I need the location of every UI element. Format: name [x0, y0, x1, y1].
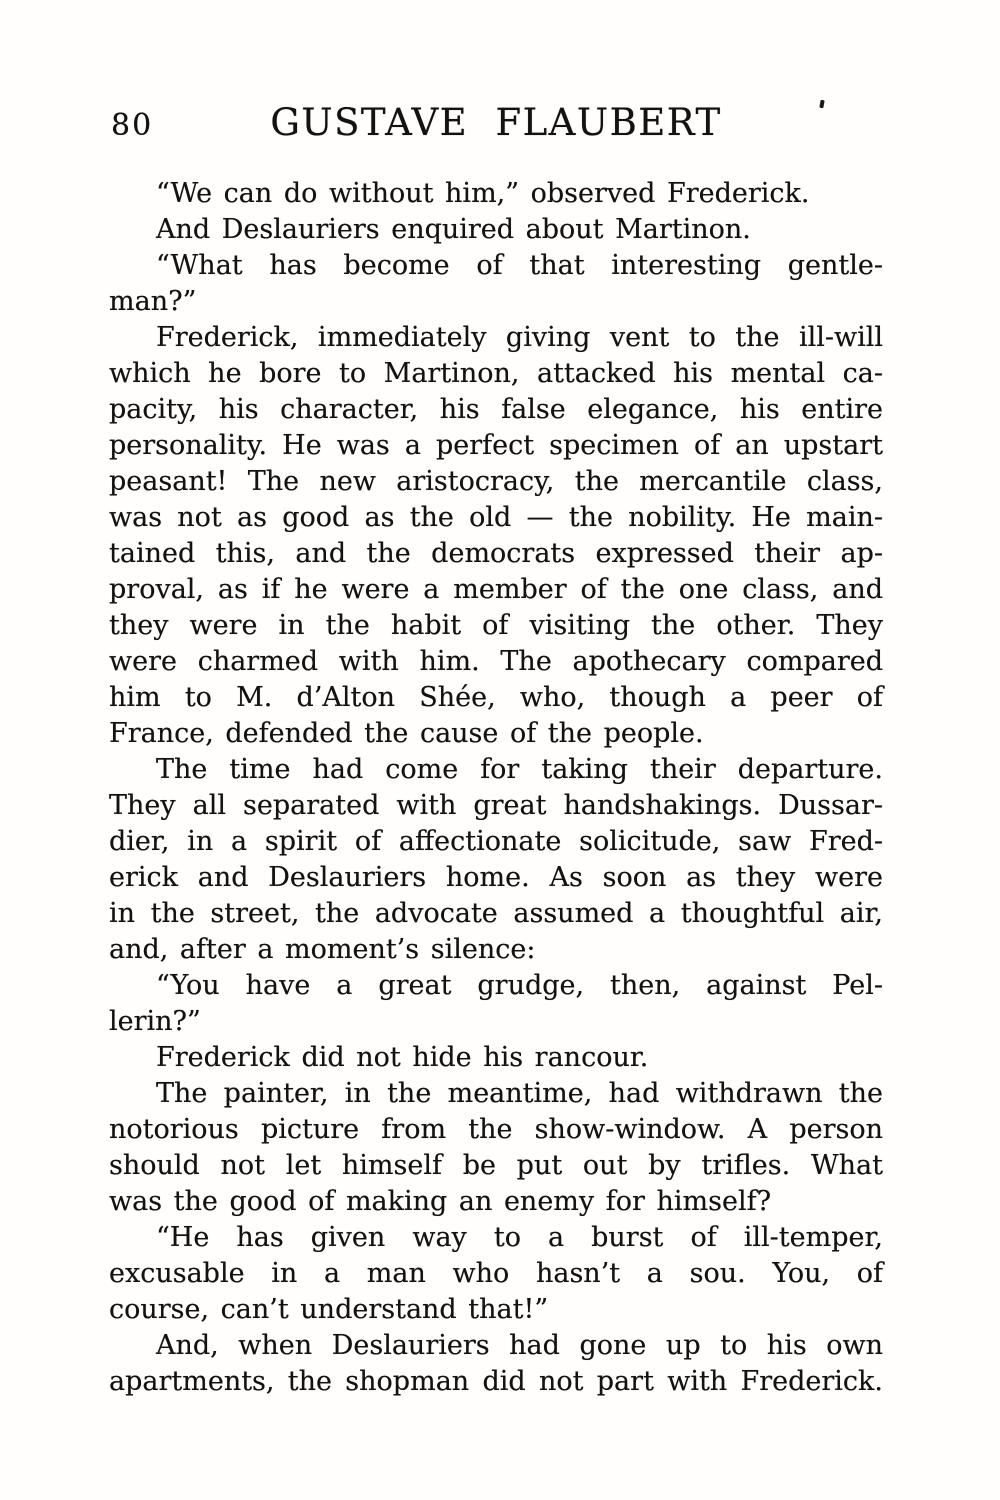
- text-line: The painter, in the meantime, had withdrawn the: [156, 1078, 883, 1109]
- text-line: France, defended the cause of the people.: [109, 718, 704, 749]
- text-line: notorious picture from the show-window. A person: [109, 1114, 883, 1145]
- text-line: and, after a moment’s silence:: [109, 934, 536, 965]
- text-line: pacity, his character, his false elegance, his entire: [109, 394, 883, 425]
- text-line: course, can’t understand that!”: [109, 1294, 549, 1325]
- text-line: Frederick did not hide his rancour.: [156, 1042, 649, 1073]
- text-line: dier, in a spirit of affectionate solicitude, saw Fred-: [109, 826, 883, 857]
- text-line: And Deslauriers enquired about Martinon.: [156, 214, 751, 245]
- text-line: Frederick, immediately giving vent to the ill-will: [156, 322, 883, 353]
- text-line: tained this, and the democrats expressed their ap-: [109, 538, 883, 569]
- text-line: personality. He was a perfect specimen of an upstart: [109, 430, 883, 461]
- text-line: was the good of making an enemy for himself?: [109, 1186, 772, 1217]
- paragraph: [109, 752, 883, 968]
- paragraph: [109, 248, 883, 320]
- text-line: peasant! The new aristocracy, the mercantile class,: [109, 466, 883, 497]
- paragraph: [109, 320, 883, 752]
- paragraph: [109, 212, 883, 248]
- page-number: 80: [111, 108, 154, 143]
- paragraph: [109, 1076, 883, 1220]
- text-line: “He has given way to a burst of ill-temper,: [156, 1222, 883, 1253]
- paragraph: [109, 968, 883, 1040]
- text-line: erick and Deslauriers home. As soon as they were: [109, 862, 883, 893]
- page-text: [109, 176, 883, 1400]
- text-line: were charmed with him. The apothecary compared: [109, 646, 883, 677]
- paragraph: [109, 1220, 883, 1328]
- paragraph: [109, 176, 883, 212]
- text-line: excusable in a man who hasn’t a sou. You, of: [109, 1258, 883, 1289]
- text-line: “You have a great grudge, then, against Pel-: [156, 970, 883, 1001]
- text-line: him to M. d’Alton Shée, who, though a peer of: [109, 682, 883, 713]
- text-line: apartments, the shopman did not part with Frederick.: [109, 1366, 883, 1397]
- running-title: GUSTAVE FLAUBERT: [270, 101, 722, 144]
- text-line: man?”: [109, 286, 197, 317]
- text-line: And, when Deslauriers had gone up to his own: [156, 1330, 883, 1361]
- text-line: was not as good as the old — the nobility. He main-: [109, 502, 883, 533]
- text-line: The time had come for taking their departure.: [156, 754, 883, 785]
- paragraph: [109, 1328, 883, 1400]
- text-line: should not let himself be put out by trifles. What: [109, 1150, 883, 1181]
- text-line: They all separated with great handshakings. Dussar-: [109, 790, 883, 821]
- paragraph: [109, 1040, 883, 1076]
- text-line: in the street, the advocate assumed a thoughtful air,: [109, 898, 883, 929]
- text-line: “What has become of that interesting gentle-: [156, 250, 883, 281]
- text-line: “We can do without him,” observed Frederick.: [156, 178, 810, 209]
- text-line: they were in the habit of visiting the other. They: [109, 610, 883, 641]
- text-line: lerin?”: [109, 1006, 201, 1037]
- text-line: proval, as if he were a member of the one class, and: [109, 574, 883, 605]
- text-line: which he bore to Martinon, attacked his mental ca-: [109, 358, 883, 389]
